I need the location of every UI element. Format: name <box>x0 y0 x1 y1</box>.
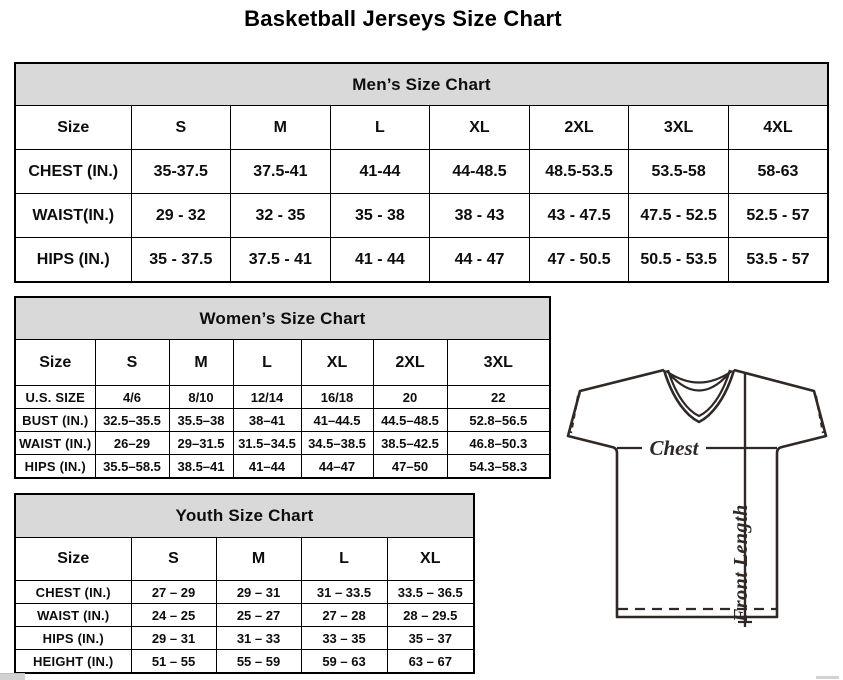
cell: 41-44 <box>330 150 430 194</box>
cell: 41 - 44 <box>330 238 430 283</box>
table-row <box>15 581 474 604</box>
cell: 44 - 47 <box>430 238 530 283</box>
cell: 35 - 37.5 <box>131 238 231 283</box>
cell: 38 - 43 <box>430 194 530 238</box>
table-row <box>15 455 550 479</box>
cell: 47.5 - 52.5 <box>629 194 729 238</box>
cell: 35.5–58.5 <box>95 455 169 479</box>
cell: 41–44.5 <box>301 409 373 432</box>
row-label: HIPS (IN.) <box>15 238 131 283</box>
mens-column-header: 4XL <box>728 106 828 150</box>
cell: 44.5–48.5 <box>373 409 447 432</box>
womens-column-header: XL <box>301 340 373 386</box>
cell: 35-37.5 <box>131 150 231 194</box>
row-label: CHEST (IN.) <box>15 150 131 194</box>
mens-column-header: XL <box>430 106 530 150</box>
womens-table-title: Women’s Size Chart <box>15 297 550 340</box>
table-row <box>15 627 474 650</box>
row-label: HIPS (IN.) <box>15 627 131 650</box>
cell: 35 – 37 <box>387 627 474 650</box>
cell: 29 – 31 <box>216 581 301 604</box>
mens-table-title: Men’s Size Chart <box>15 63 828 106</box>
cell: 37.5-41 <box>231 150 331 194</box>
cell: 12/14 <box>233 386 301 409</box>
table-row <box>15 409 550 432</box>
cell: 52.5 - 57 <box>728 194 828 238</box>
cell: 54.3–58.3 <box>447 455 550 479</box>
table-row <box>15 432 550 455</box>
cell: 24 – 25 <box>131 604 216 627</box>
cell: 31 – 33 <box>216 627 301 650</box>
cell: 38.5–41 <box>169 455 233 479</box>
cell: 37.5 - 41 <box>231 238 331 283</box>
mens-column-header: S <box>131 106 231 150</box>
cell: 34.5–38.5 <box>301 432 373 455</box>
row-label: HIPS (IN.) <box>15 455 95 479</box>
mens-size-chart-table <box>14 62 829 283</box>
cell: 44-48.5 <box>430 150 530 194</box>
mens-column-header: M <box>231 106 331 150</box>
cell: 26–29 <box>95 432 169 455</box>
cell: 43 - 47.5 <box>529 194 629 238</box>
youth-column-header: L <box>301 538 387 581</box>
cell: 31.5–34.5 <box>233 432 301 455</box>
table-row <box>15 386 550 409</box>
chest-label: Chest <box>649 436 699 460</box>
cell: 63 – 67 <box>387 650 474 674</box>
youth-corner-header: Size <box>15 538 131 581</box>
cell: 59 – 63 <box>301 650 387 674</box>
cell: 44–47 <box>301 455 373 479</box>
cell: 53.5-58 <box>629 150 729 194</box>
table-row <box>15 194 828 238</box>
jersey-outline <box>568 370 826 617</box>
womens-column-header: S <box>95 340 169 386</box>
cell: 47 - 50.5 <box>529 238 629 283</box>
table-row <box>15 238 828 283</box>
cell: 28 – 29.5 <box>387 604 474 627</box>
mens-column-header: L <box>330 106 430 150</box>
row-label: U.S. SIZE <box>15 386 95 409</box>
cell: 20 <box>373 386 447 409</box>
cell: 38–41 <box>233 409 301 432</box>
womens-column-header: L <box>233 340 301 386</box>
cell: 52.8–56.5 <box>447 409 550 432</box>
cell: 29 - 32 <box>131 194 231 238</box>
cell: 4/6 <box>95 386 169 409</box>
youth-column-header: M <box>216 538 301 581</box>
cell: 55 – 59 <box>216 650 301 674</box>
cell: 22 <box>447 386 550 409</box>
cell: 38.5–42.5 <box>373 432 447 455</box>
row-label: WAIST (IN.) <box>15 604 131 627</box>
table-row <box>15 650 474 674</box>
cell: 33.5 – 36.5 <box>387 581 474 604</box>
cell: 47–50 <box>373 455 447 479</box>
cell: 50.5 - 53.5 <box>629 238 729 283</box>
mens-corner-header: Size <box>15 106 131 150</box>
cell: 27 – 29 <box>131 581 216 604</box>
cell: 58-63 <box>728 150 828 194</box>
cell: 29 – 31 <box>131 627 216 650</box>
row-label: WAIST (IN.) <box>15 432 95 455</box>
cell: 32 - 35 <box>231 194 331 238</box>
youth-table-title: Youth Size Chart <box>15 494 474 538</box>
cell: 35 - 38 <box>330 194 430 238</box>
youth-column-header: XL <box>387 538 474 581</box>
jersey-measurement-diagram <box>555 360 837 632</box>
row-label: BUST (IN.) <box>15 409 95 432</box>
mens-column-header: 3XL <box>629 106 729 150</box>
womens-column-header: M <box>169 340 233 386</box>
cell: 25 – 27 <box>216 604 301 627</box>
cell: 48.5-53.5 <box>529 150 629 194</box>
table-row <box>15 604 474 627</box>
cell: 33 – 35 <box>301 627 387 650</box>
row-label: HEIGHT (IN.) <box>15 650 131 674</box>
womens-size-chart-table <box>14 296 551 479</box>
row-label: WAIST(IN.) <box>15 194 131 238</box>
cell: 41–44 <box>233 455 301 479</box>
mens-column-header: 2XL <box>529 106 629 150</box>
cell: 29–31.5 <box>169 432 233 455</box>
youth-size-chart-table <box>14 493 475 674</box>
cell: 46.8–50.3 <box>447 432 550 455</box>
womens-column-header: 2XL <box>373 340 447 386</box>
front-length-label: Front Length <box>730 504 752 622</box>
youth-column-header: S <box>131 538 216 581</box>
page-title: Basketball Jerseys Size Chart <box>244 6 562 31</box>
cell: 31 – 33.5 <box>301 581 387 604</box>
cell: 32.5–35.5 <box>95 409 169 432</box>
table-row <box>15 150 828 194</box>
cell: 16/18 <box>301 386 373 409</box>
cell: 35.5–38 <box>169 409 233 432</box>
cell: 8/10 <box>169 386 233 409</box>
womens-column-header: 3XL <box>447 340 550 386</box>
collar-seam-arc <box>667 371 731 391</box>
cell: 51 – 55 <box>131 650 216 674</box>
row-label: CHEST (IN.) <box>15 581 131 604</box>
cell: 27 – 28 <box>301 604 387 627</box>
cell: 53.5 - 57 <box>728 238 828 283</box>
womens-corner-header: Size <box>15 340 95 386</box>
